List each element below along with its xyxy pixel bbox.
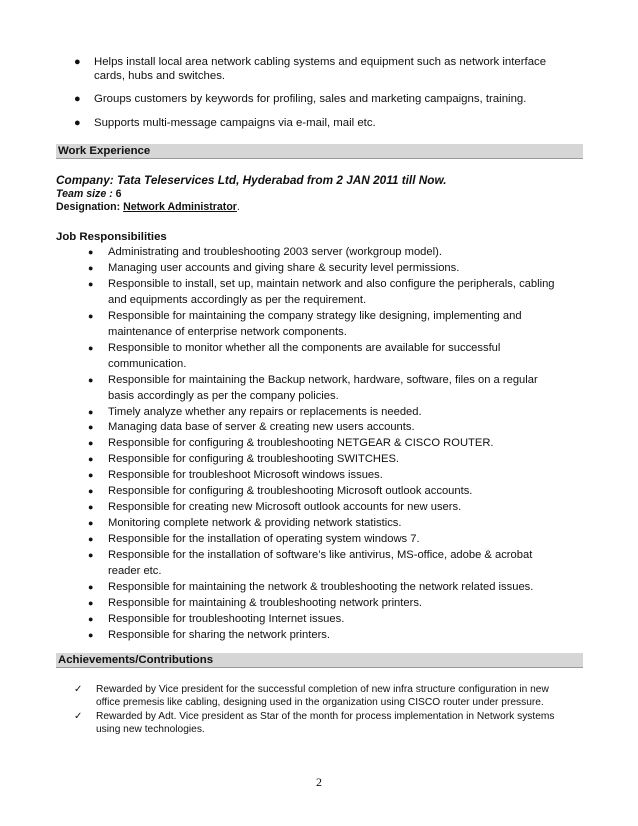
designation-suffix: .: [236, 201, 240, 213]
list-item: [88, 612, 558, 628]
responsibility-text: Responsible for maintaining the company strategy like designing, implementing and maintenance of enterprise network components.: [108, 309, 522, 338]
designation: [56, 201, 240, 214]
bullet-icon: ●: [88, 342, 94, 353]
bullet-icon: ●: [88, 486, 94, 497]
bullet-icon: ●: [88, 278, 94, 289]
list-item: [88, 500, 558, 516]
list-item: [74, 117, 564, 131]
achievement-text: Rewarded by Adt. Vice president as Star of the month for process implementation in Network systems using new technologies.: [96, 711, 555, 735]
bullet-icon: ●: [88, 374, 94, 385]
responsibility-text: Responsible for the installation of software’s like antivirus, MS-office, adobe & acrobat reader etc.: [108, 549, 533, 578]
bullet-icon: ●: [88, 518, 94, 529]
responsibility-text: Timely analyze whether any repairs or replacements is needed.: [108, 405, 422, 418]
list-item: [88, 245, 558, 261]
checkmark-icon: ✓: [74, 684, 83, 695]
responsibility-text: Responsible for configuring & troubleshooting NETGEAR & CISCO ROUTER.: [108, 437, 494, 450]
responsibility-text: Responsible for configuring & troubleshooting Microsoft outlook accounts.: [108, 485, 473, 498]
responsibility-text: Managing data base of server & creating new users accounts.: [108, 421, 415, 434]
bullet-text: Helps install local area network cabling systems and equipment such as network interface cards, hubs and switches.: [94, 56, 547, 82]
list-item: [88, 628, 558, 644]
responsibility-text: Responsible for the installation of operating system windows 7.: [108, 533, 420, 546]
checkmark-icon: ✓: [74, 711, 83, 722]
list-item: [74, 710, 574, 736]
bullet-icon: ●: [88, 262, 94, 273]
list-item: [74, 56, 564, 83]
bullet-icon: ●: [88, 438, 94, 449]
responsibility-text: Responsible for maintaining the Backup network, hardware, software, files on a regular basis accordingly as per the company policies.: [108, 373, 538, 402]
responsibilities-list: [88, 245, 558, 644]
achievement-text: Rewarded by Vice president for the successful completion of new infra structure configuration in new office premesis like cabling, designing used in the organization using CISCO router under pressure.: [96, 684, 549, 708]
bullet-icon: ●: [88, 422, 94, 433]
job-responsibilities-heading: Job Responsibilities: [56, 231, 167, 243]
bullet-icon: ●: [74, 116, 81, 129]
responsibility-text: Administrating and troubleshooting 2003 server (workgroup model).: [108, 246, 442, 258]
designation-value: Network Administrator: [123, 201, 237, 213]
bullet-icon: ●: [88, 470, 94, 481]
intro-bullet-list: [74, 56, 564, 140]
team-size-value: 6: [115, 188, 122, 200]
achievements-list: [74, 683, 574, 737]
responsibility-text: Monitoring complete network & providing network statistics.: [108, 517, 402, 530]
bullet-icon: ●: [88, 550, 94, 561]
bullet-icon: ●: [88, 582, 94, 593]
responsibility-text: Responsible for configuring & troubleshooting SWITCHES.: [108, 453, 400, 466]
responsibility-text: Responsible for creating new Microsoft outlook accounts for new users.: [108, 501, 462, 514]
list-item: [88, 405, 558, 421]
list-item: [74, 93, 564, 107]
bullet-icon: ●: [74, 56, 81, 68]
list-item: [88, 580, 558, 596]
responsibility-text: Managing user accounts and giving share & security level permissions.: [108, 261, 460, 274]
bullet-icon: ●: [88, 310, 94, 321]
responsibility-text: Responsible for maintaining & troubleshooting network printers.: [108, 596, 423, 609]
work-experience-heading: Work Experience: [56, 144, 583, 159]
bullet-icon: ●: [88, 534, 94, 545]
list-item: [88, 277, 558, 309]
designation-label: Designation:: [56, 201, 121, 213]
team-size-label: Team size :: [56, 188, 113, 200]
bullet-icon: ●: [88, 613, 94, 624]
list-item: [88, 516, 558, 532]
bullet-icon: ●: [88, 406, 94, 417]
bullet-icon: ●: [88, 502, 94, 513]
bullet-text: Supports multi-message campaigns via e-mail, mail etc.: [94, 116, 376, 129]
list-item: [74, 683, 574, 709]
list-item: [88, 373, 558, 405]
bullet-icon: ●: [88, 629, 94, 640]
responsibility-text: Responsible for maintaining the network & troubleshooting the network related issues.: [108, 581, 534, 594]
list-item: [88, 420, 558, 436]
bullet-text: Groups customers by keywords for profiling, sales and marketing campaigns, training.: [94, 93, 527, 105]
bullet-icon: ●: [88, 247, 94, 257]
responsibility-text: Responsible to install, set up, maintain network and also configure the peripherals, cabling and equipments accordingly as per the requirement.: [108, 277, 555, 306]
list-item: [88, 261, 558, 277]
list-item: [88, 452, 558, 468]
list-item: [88, 484, 558, 500]
responsibility-text: Responsible to monitor whether all the components are available for successful communication.: [108, 341, 501, 370]
list-item: [88, 596, 558, 612]
company-line: Company: Tata Teleservices Ltd, Hyderabad from 2 JAN 2011 till Now.: [56, 173, 447, 187]
list-item: [88, 309, 558, 341]
responsibility-text: Responsible for sharing the network printers.: [108, 628, 330, 641]
bullet-icon: ●: [74, 93, 81, 105]
responsibility-text: Responsible for troubleshoot Microsoft windows issues.: [108, 469, 383, 482]
bullet-icon: ●: [88, 597, 94, 608]
list-item: [88, 532, 558, 548]
list-item: [88, 436, 558, 452]
list-item: [88, 548, 558, 580]
page-number: 2: [316, 775, 322, 789]
achievements-heading: Achievements/Contributions: [56, 653, 583, 668]
team-size: [56, 188, 122, 201]
responsibility-text: Responsible for troubleshooting Internet issues.: [108, 612, 345, 625]
list-item: [88, 468, 558, 484]
list-item: [88, 341, 558, 373]
bullet-icon: ●: [88, 454, 94, 465]
